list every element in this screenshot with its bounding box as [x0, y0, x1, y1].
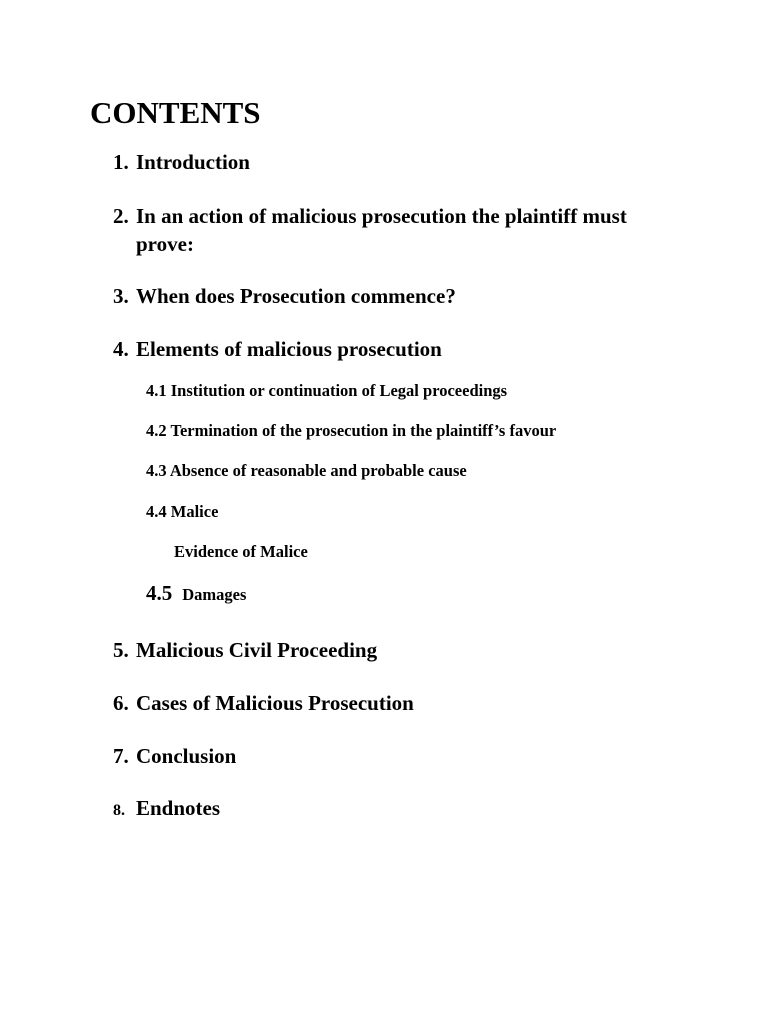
toc-item-prosecution-commence [113, 282, 676, 310]
toc-item-label: Conclusion [136, 744, 237, 768]
toc-subitem-4-2: 4.2 Termination of the prosecution in the plaintiff’s favour [146, 421, 557, 440]
toc-subitem-4-4: 4.4 Malice [146, 502, 219, 521]
toc-item-endnotes [113, 794, 676, 825]
toc-item-conclusion [113, 742, 676, 770]
toc-item-number: 8. [113, 802, 125, 819]
toc-item-number: 7. [113, 744, 129, 768]
toc-item-label: When does Prosecution commence? [136, 284, 456, 308]
toc-subitem-evidence-of-malice: Evidence of Malice [174, 542, 308, 561]
toc-subitem-4-5 [146, 582, 246, 606]
toc-item-number: 2. [113, 204, 129, 228]
toc-item-introduction [113, 148, 676, 176]
page-title: CONTENTS [90, 95, 261, 130]
toc-item-number: 6. [113, 691, 129, 715]
toc-item-number: 4. [113, 337, 129, 361]
toc-subitem-4-3: 4.3 Absence of reasonable and probable cause [146, 461, 467, 480]
toc-item-label: Cases of Malicious Prosecution [136, 691, 414, 715]
toc-subitem-number: 4.5 [146, 581, 173, 605]
toc-item-label: Elements of malicious prosecution [136, 337, 442, 361]
toc-subitem-4-1: 4.1 Institution or continuation of Legal proceedings [146, 381, 508, 400]
toc-item-elements [113, 335, 676, 363]
toc-item-label: Introduction [136, 150, 250, 174]
toc-item-label: Endnotes [136, 796, 221, 820]
toc-item-label: Malicious Civil Proceeding [136, 638, 378, 662]
toc-item-number: 1. [113, 150, 129, 174]
toc-item-number: 5. [113, 638, 129, 662]
toc-item-cases [113, 689, 676, 717]
toc-item-number: 3. [113, 284, 129, 308]
toc-item-plaintiff-must-prove [113, 202, 676, 258]
toc-subitem-label: Damages [182, 585, 247, 604]
toc-item-label: In an action of malicious prosecution the plaintiff must prove: [136, 204, 627, 256]
toc-item-civil-proceeding [113, 636, 676, 664]
